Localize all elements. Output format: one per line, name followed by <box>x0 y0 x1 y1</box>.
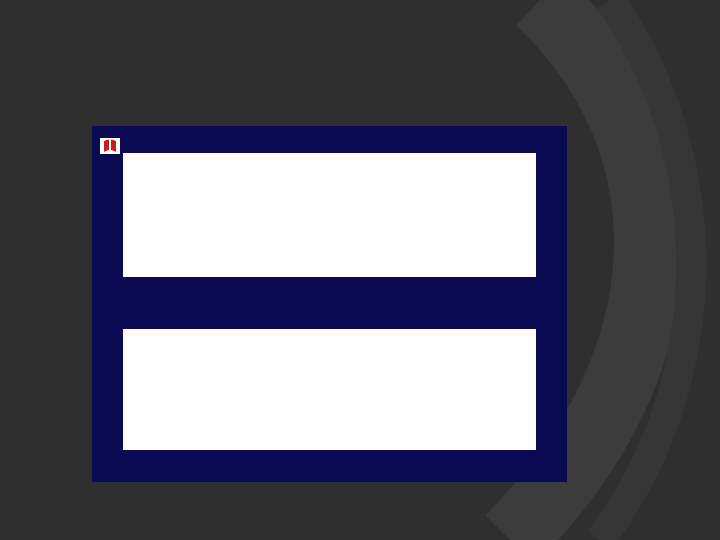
slide <box>92 126 567 482</box>
ecg-panel-top <box>123 153 536 277</box>
ecg-panel-bottom <box>123 329 536 450</box>
ecg-grid-top <box>123 153 536 277</box>
ecg-grid-bottom <box>123 329 536 450</box>
logo-icon <box>100 138 120 154</box>
